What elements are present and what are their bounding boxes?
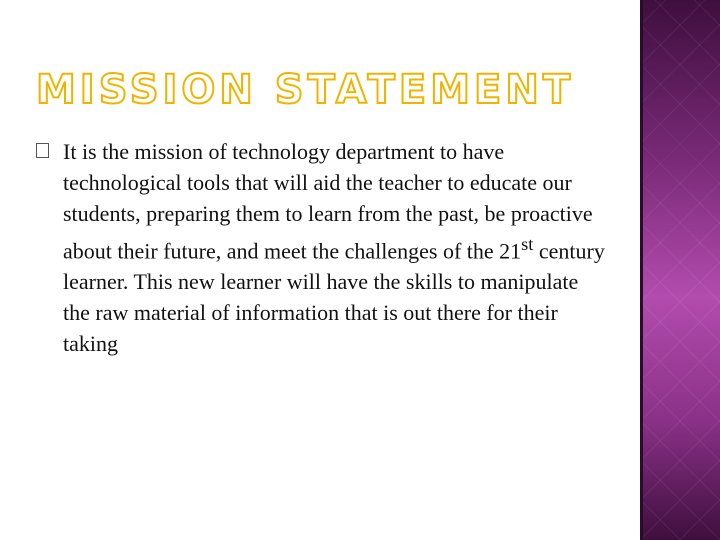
- bullet-text-superscript: st: [521, 234, 534, 254]
- bullet-icon: [36, 143, 49, 158]
- decorative-side-band: [640, 0, 720, 540]
- side-band-edge: [640, 0, 643, 540]
- bullet-text: [63, 136, 606, 359]
- bullet-text-continuation: century learner. This new learner will have the skills to manipulate the raw material of information that is out there for their taking: [63, 238, 605, 357]
- bullet-item: [36, 136, 606, 359]
- slide-title: MISSION STATEMENT: [36, 67, 575, 113]
- bullet-text-main: It is the mission of technology department to have technological tools that will aid the teacher to educate our students, preparing them to learn from the past, be proactive about their future, and meet the challenges of the 21: [63, 139, 593, 264]
